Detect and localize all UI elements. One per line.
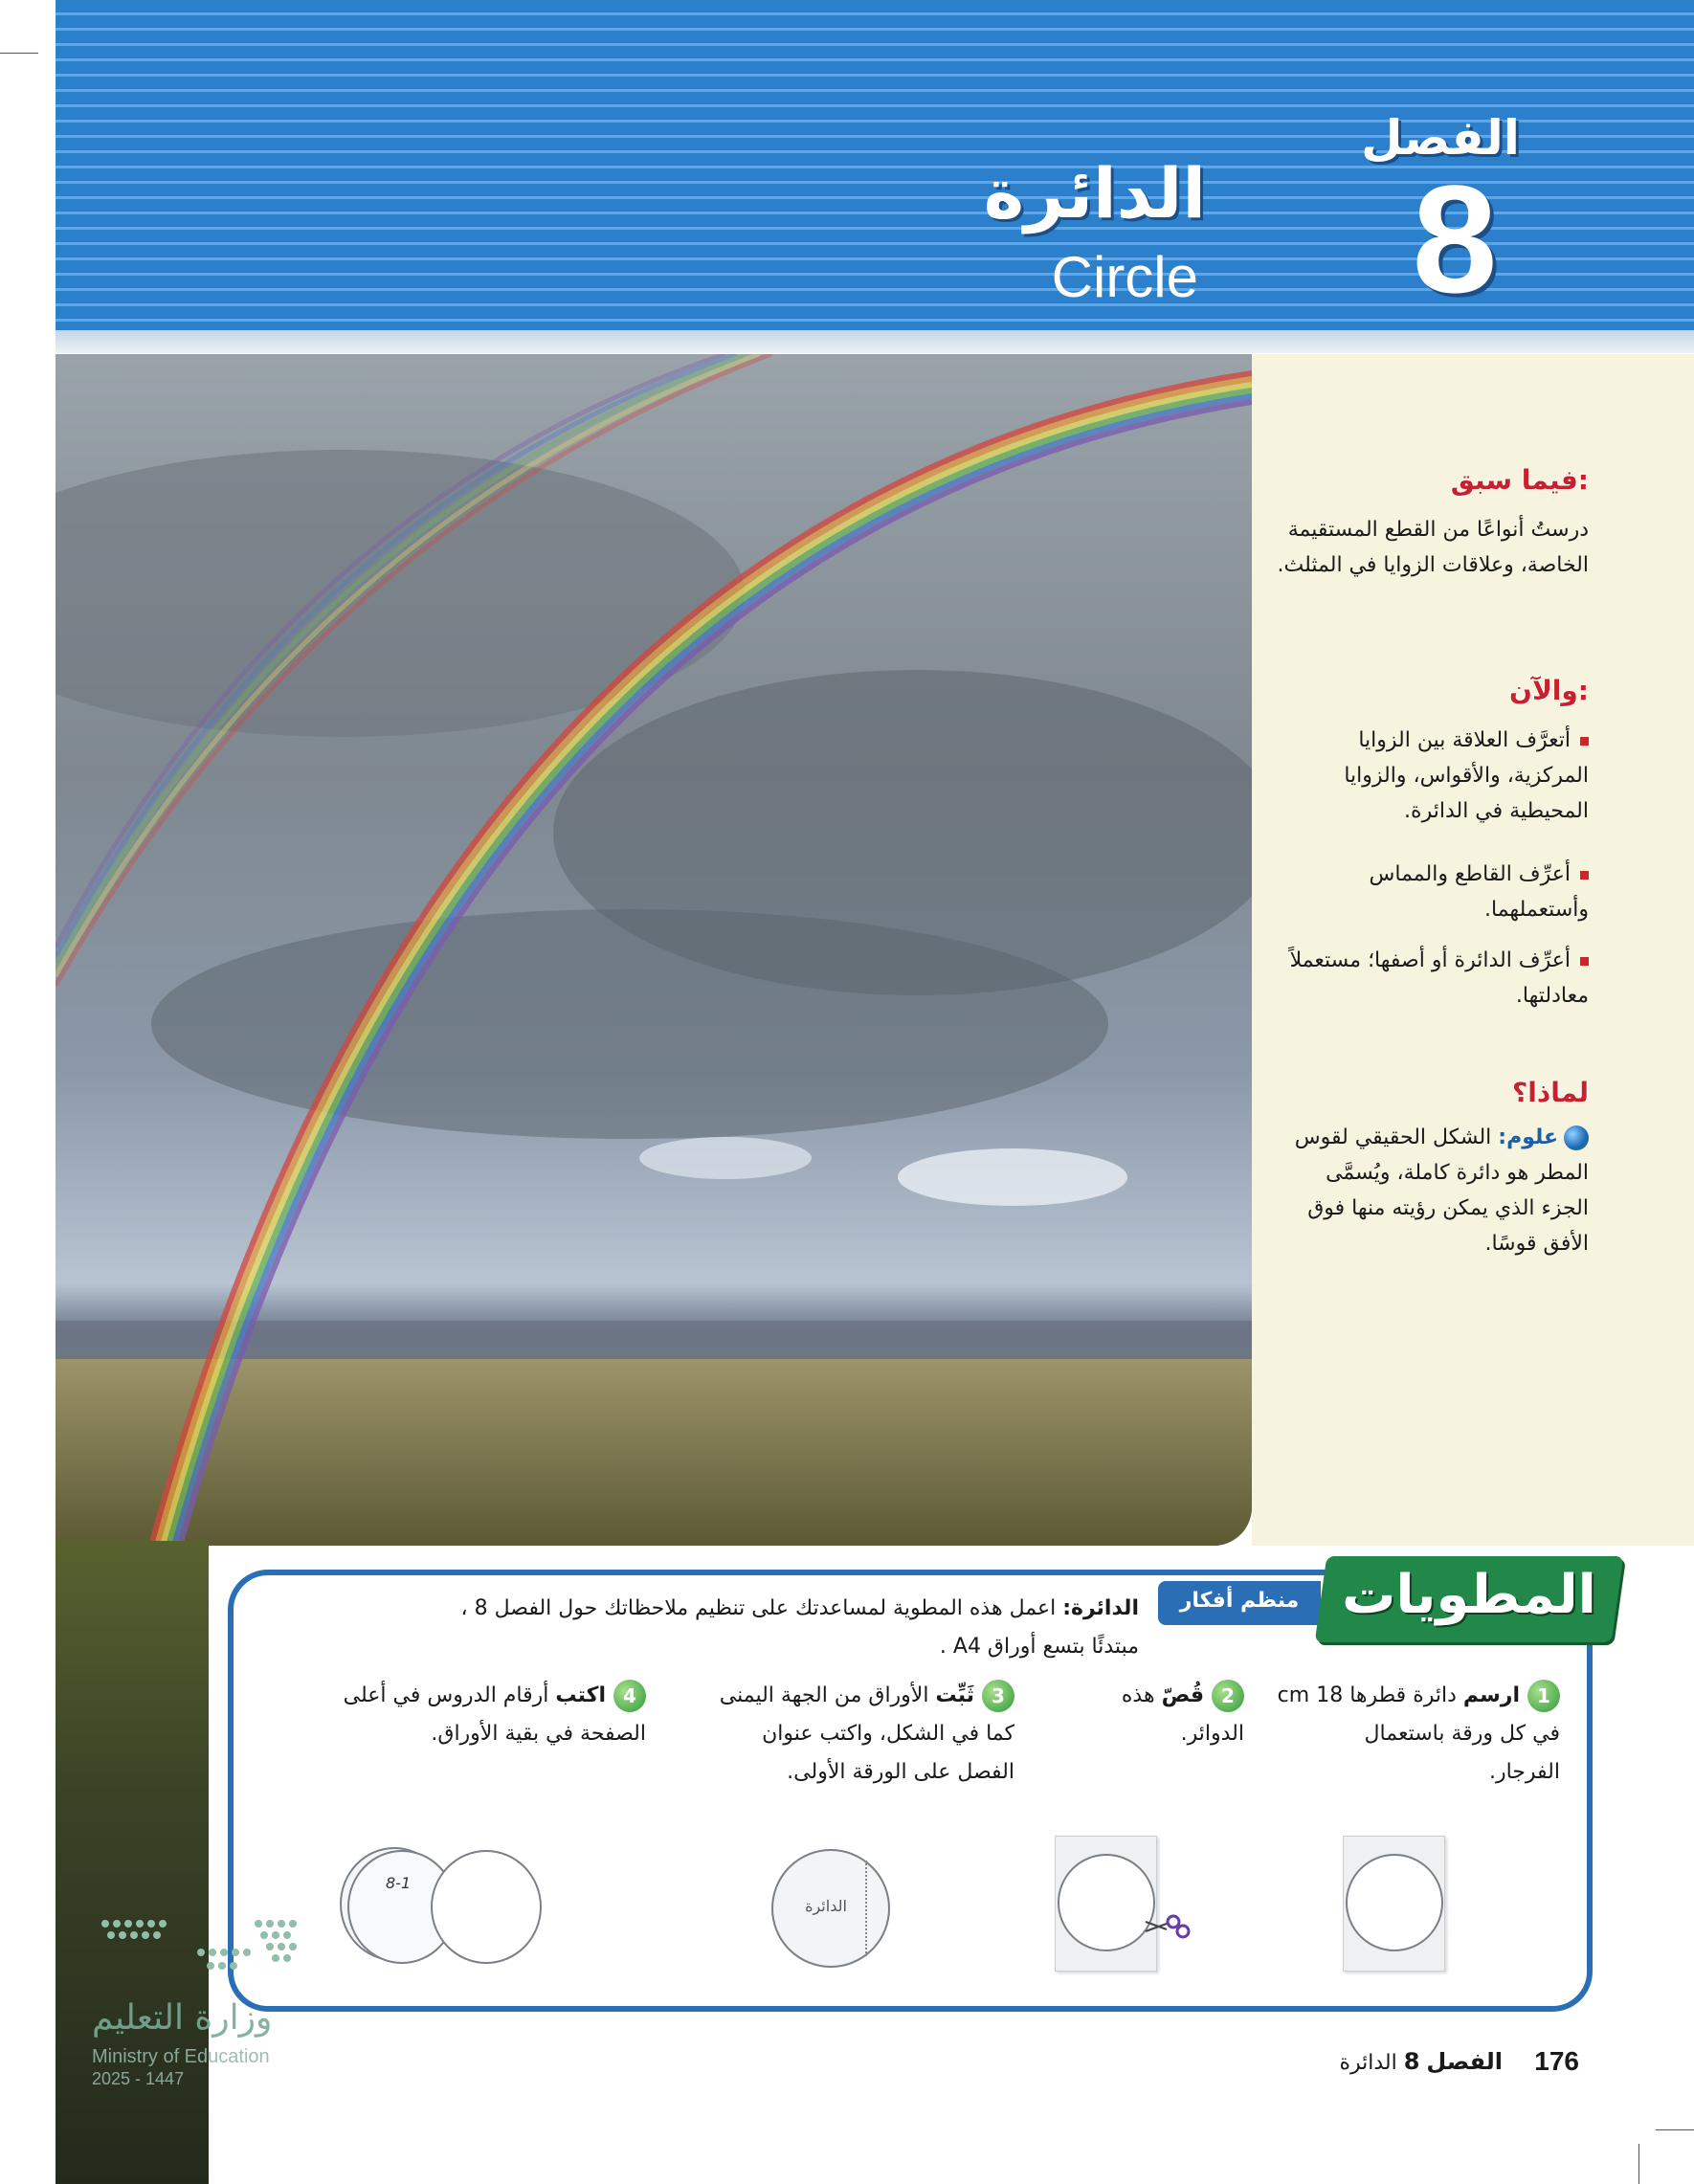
science-label: علوم: <box>1498 1125 1558 1149</box>
organizer-tag-label: منظم أفكار <box>1179 1589 1300 1613</box>
rainbow-photo <box>56 354 1252 1546</box>
now-heading: والآن: <box>1509 675 1589 706</box>
step-number: 1 <box>1527 1680 1560 1712</box>
cut-circle <box>1058 1854 1155 1951</box>
step-4: 4اكتب أرقام الدروس في أعلى الصفحة في بقية الأوراق. <box>278 1677 646 1753</box>
ministry-name-arabic: وزارة التعليم <box>92 1998 273 2038</box>
before-heading: فيما سبق: <box>1450 464 1589 496</box>
crop-mark <box>0 53 38 54</box>
ministry-name-english: Ministry of Education <box>92 2046 270 2067</box>
intro-line-1: اعمل هذه المطوية لمساعدتك على تنظيم ملاحظاتك حول الفصل 8 ، <box>460 1596 1057 1620</box>
step-number: 3 <box>982 1680 1014 1712</box>
tab-label: 8-1 <box>386 1874 412 1892</box>
crop-mark <box>1638 2144 1639 2184</box>
step-2: 2قُصّ هذه الدوائر. <box>1053 1677 1244 1753</box>
foldables-intro <box>287 1591 1139 1627</box>
footer-chapter-number: 8 <box>1403 2048 1420 2075</box>
page-number: 176 <box>1534 2046 1579 2076</box>
scissors-icon <box>1144 1912 1192 1941</box>
paper-with-circle <box>1343 1836 1445 1972</box>
drawn-circle <box>1346 1854 1443 1951</box>
banner-bottom-band <box>56 330 1694 353</box>
footer-chapter-title: الدائرة <box>1339 2051 1397 2075</box>
before-text: درستُ أنواعًا من القطع المستقيمة الخاصة، وعلاقات الزوايا في المثلث. <box>1277 518 1589 577</box>
why-text-block <box>1273 1120 1589 1261</box>
now-item: أعرِّف القاطع والمماس وأستعملهما. <box>1369 862 1589 922</box>
now-item: أتعرَّف العلاقة بين الزوايا المركزية، والأقواس، والزوايا المحيطية في الدائرة. <box>1344 728 1589 823</box>
tab-circle-front <box>431 1850 542 1964</box>
intro-line-2: مبتدئًا بتسع أوراق A4 . <box>939 1635 1139 1659</box>
stapled-circles <box>771 1849 890 1968</box>
footer-chapter-label: الفصل <box>1426 2048 1503 2075</box>
ministry-logo-dots <box>96 1914 306 1981</box>
globe-icon <box>1564 1125 1589 1150</box>
why-text: الشكل الحقيقي لقوس المطر هو دائرة كاملة، ويُسمَّى الجزء الذي يمكن رؤيته منها فوق الأفق قوسًا. <box>1294 1125 1589 1256</box>
why-heading: لماذا؟ <box>1511 1077 1589 1108</box>
circle-title-label: الدائرة <box>805 1897 847 1915</box>
crop-mark <box>1656 2129 1694 2130</box>
bullet-icon <box>1580 871 1589 880</box>
paper-being-cut <box>1055 1836 1157 1972</box>
now-item: أعرِّف الدائرة أو أصفها؛ مستعملاً معادلتها. <box>1289 948 1589 1008</box>
bullet-icon <box>1580 737 1589 746</box>
chapter-title-arabic: الدائرة <box>983 153 1206 234</box>
step-number: 4 <box>613 1680 646 1712</box>
chapter-word: الفصل <box>1361 110 1520 166</box>
footer-chapter <box>1321 2048 1503 2075</box>
chapter-sidebar <box>1252 354 1694 1546</box>
chapter-title-english: Circle <box>1051 245 1198 309</box>
step-3: 3ثَبِّت الأوراق من الجهة اليمنى كما في الشكل، واكتب عنوان الفصل على الورقة الأولى. <box>632 1677 1014 1792</box>
step-1: 1ارسم دائرة قطرها 18 cm في كل ورقة باستعمال الفرجار. <box>1263 1677 1560 1792</box>
staple-line <box>865 1861 868 1956</box>
step-number: 2 <box>1212 1680 1244 1712</box>
intro-label: الدائرة: <box>1062 1596 1139 1620</box>
chapter-number: 8 <box>1412 153 1498 324</box>
bullet-icon <box>1580 957 1589 966</box>
lesson-tabs-illustration <box>340 1847 541 1962</box>
ministry-year: 2025 - 1447 <box>92 2069 185 2088</box>
foldables-logo-text: المطويات <box>1342 1564 1596 1626</box>
